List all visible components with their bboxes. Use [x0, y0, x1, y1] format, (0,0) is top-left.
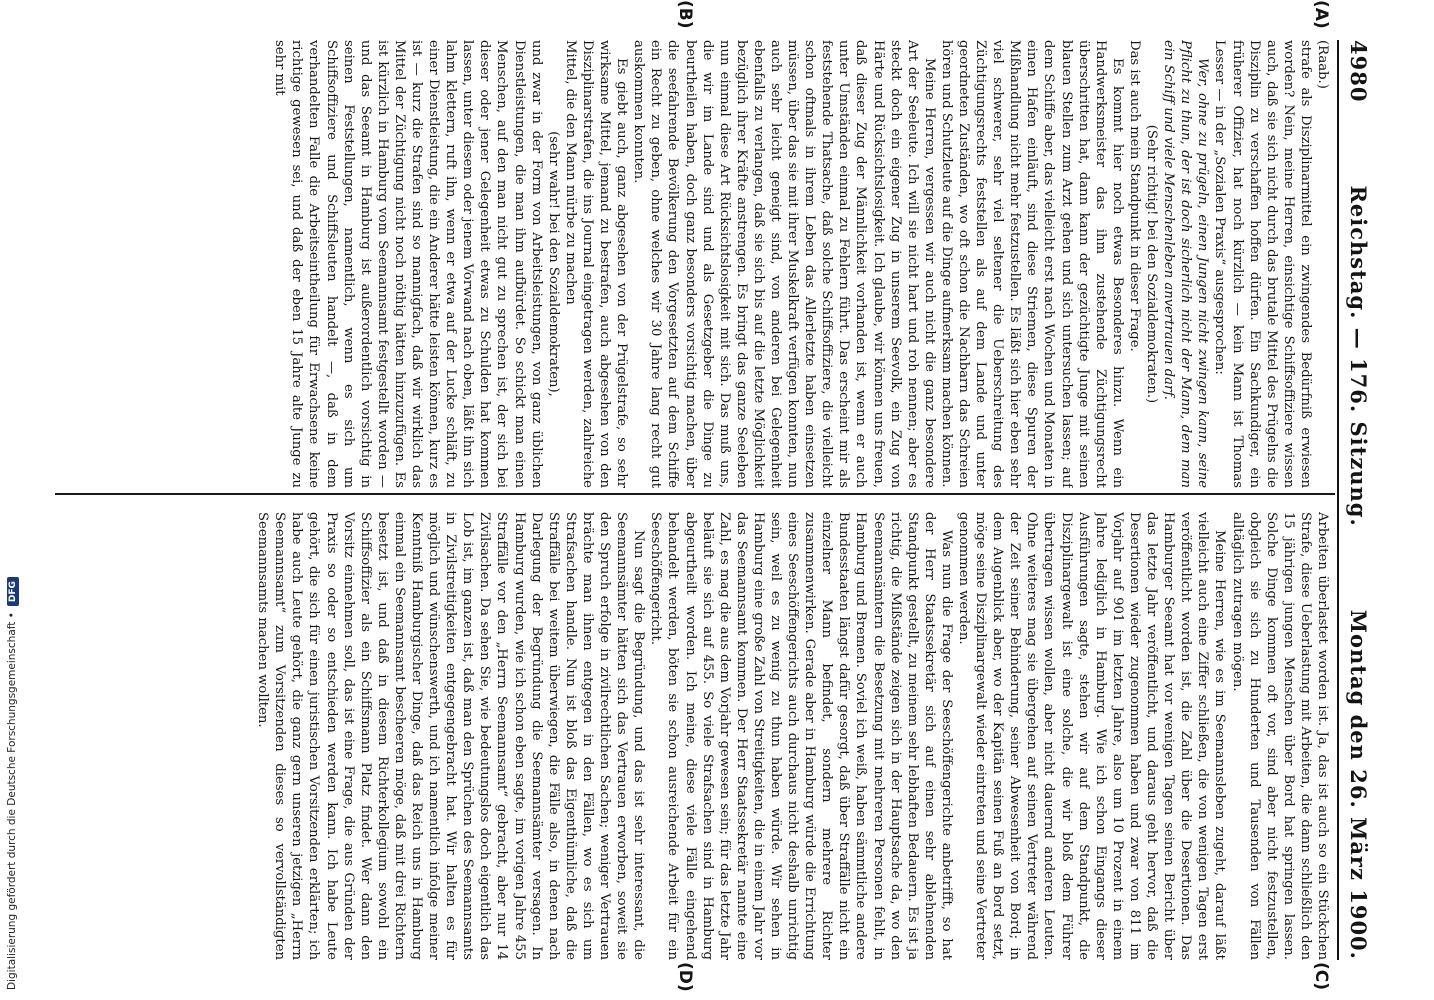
- paragraph: strafe als Disziplinarmittel ein zwingendes Bedürfniß erwiesen worden? Nein, meine Herren, einsichtige Schiffsoffiziere wissen auch, daß sie sich nicht durch das brutale Mittel des Prügelns die Disziplin zu verschaffen hoffen dürfen. Ein Sachkundiger, ein früherer Offizier, hat noch kürzlich — kein Mann ist Thomas Lesser — in der „Sozialen Praxis“ ausgesprochen:: [1212, 40, 1313, 488]
- column-divider: [55, 493, 1335, 495]
- paragraph: Es kommt hier noch etwas Besonderes hinzu. Wenn ein Handwerksmeister das ihm zustehende Züchtigungsrecht überschritten hat, dann kann der gezüchtigte Junge mit seinen blauen Stellen zum Arzt gehen und sich untersuchen lassen; auf dem Schiffe aber, das vielleicht erst nach Wochen und Monaten in einen Hafen einläuft, sind diese Striemen, diese Spuren der Mißhandlung nicht mehr festzustellen. Es läßt sich hier eben sehr viel schwerer, sehr viel seltener die Ueberschreitung des Züchtigungsrechts feststellen als auf dem Lande und unter geordneten Zuständen, wo oft schon die Nachbarn das Schreien hören und Schutzleute auf die Dinge aufmerksam machen können.: [938, 40, 1125, 488]
- margin-mark-a: (A): [1311, 0, 1331, 29]
- margin-mark-c: (C): [1311, 962, 1331, 991]
- paragraph: und zwar in der Form von Arbeitsleistungen, von ganz üblichen Dienstleistungen, die man ihm aufbürdet. So schickt man einen Menschen, auf den man nicht gut zu sprechen ist, der sich bei dieser oder jener Gelegenheit etwas zu Schulden hat kommen lassen, unter diesem oder jenem Vorwand nach oben, läßt ihn sich lahm klettern, ruft ihn, wenn er etwa auf der Lucke schläft, zu einer Dienstleistung, die ein Anderer hätte leisten können, kurz es ist — kurz die Strafen sind so mannigfach, daß wir wirklich das Mittel der Züchtigung nicht noch nöthig hätten hinzuzufügen. Es ist kürzlich in Hamburg vom Seemannsamt festgestellt worden — und das Seeamt in Hamburg ist außerordentlich vorsichtig in seinen Feststellungen, namentlich, wenn es sich um Schiffsoffiziere und Schiffsleuten handelt —, daß in dem verhandelten Falle die Arbeitseintheilung für Erwachsene keine richtige gewesen sei, und daß der eben 15 Jahre alte Junge zu sehr mit: [272, 40, 544, 488]
- paragraph: Das ist auch mein Standpunkt in dieser Frage.: [1126, 40, 1142, 352]
- right-column: [61, 512, 1331, 960]
- speaker-label: (Raab.): [1315, 40, 1330, 89]
- paragraph: Es giebt auch, ganz abgesehen von der Prügelstrafe, so sehr wirksame Mittel, jemand zu bestrafen, auch abgesehen von den Disziplinarstrafen, die ins Journal eingetragen werden, zahlreiche Mittel, die den Mann mürbe zu machen: [562, 40, 630, 488]
- interjection: (Sehr richtig! bei den Sozialdemokraten.): [1144, 124, 1160, 404]
- digitization-credit: [6, 577, 19, 990]
- dfg-logo: DFG: [7, 577, 19, 606]
- margin-mark-b: (B): [675, 0, 695, 29]
- document-page: [45, 0, 1385, 1000]
- paragraph: Was nun die Frage der Seeschöffengerichte anbetrifft, so hat der Herr Staatssekretär sich auf einen sehr ablehnenden Standpunkt gestellt, zu meinem sehr lebhaften Bedauern. Es ist ja richtig, die Mißstände zeigen sich in der Hauptsache da, wo den Seemannsämtern die Besetzung mit mehreren Personen fehlt, in Hamburg und Bremen. Soviel ich weiß, haben sämmtliche andere Bundesstaaten längst dafür gesorgt, daß über Straffälle nicht ein einzelner Mann befindet, sondern mehrere Richter zusammenwirken. Gerade aber in Hamburg würde die Errichtung eines Seeschöffengerichts auch durchaus nicht deshalb unrichtig sein, weil es zu wenig zu thun haben würde. Wir sehen in Hamburg eine große Zahl von Streitigkeiten, die in einem Jahr vor das Seemannsamt kommen. Der Herr Staatssekretär nannte eine Zahl, es mag die aus dem Vorjahr gewesen sein; für das letzte Jahr beläuft sie sich auf 455. So viele Strafsachen sind in Hamburg abgeurtheilt worden. Ich meine, diese viele Fälle eingehend behandelt werden, böten sie schon ausreichende Arbeit für ein Seeschöffengericht.: [648, 512, 954, 960]
- page-header: [1337, 40, 1379, 960]
- credit-text: Digitalisierung gefördert durch die Deutsche Forschungsgemeinschaft •: [6, 612, 18, 990]
- margin-mark-d: (D): [675, 962, 695, 992]
- session-title: Reichstag. — 176. Sitzung.: [1346, 185, 1372, 527]
- interjection: (sehr wahr! bei den Sozialdemokraten),: [545, 131, 561, 397]
- quotation: Wer, ohne zu prügeln, einen Jungen nicht zwingen kann, seine Pflicht zu thun, der ist doch sicherlich nicht der Mann, dem man ein Schiff und viele Menschenleben anvertrauen darf.: [1161, 40, 1211, 488]
- paragraph: Arbeiten überlastet worden ist. Ja, das ist auch so ein Stückchen Strafe, diese Ueberlastung mit Arbeiten, die dann schließlich den 15 jährigen jungen Menschen über Bord hat springen lassen. Solche Dinge kommen oft vor, sind aber nicht festzustellen, obgleich sie sich zu Hunderten und Tausenden von Fällen alltäglich zutragen mögen.: [1229, 512, 1330, 960]
- paragraph: Meine Herren, wie es im Seemannsleben zugeht, darauf läßt vielleicht auch eine Ziffer schließen, die von wenigen Tagen erst veröffentlicht worden ist, die Zahl über die Desertionen. Das Hamburger Seeamt hat vor wenigen Tagen seinen Bericht über das letzte Jahr veröffentlicht, und daraus geht hervor, daß die Desertionen wieder zugenommen haben und zwar von 811 im Vorjahr auf 901 im letzten Jahre, also um 10 Prozent in einem Jahre lediglich in Hamburg. Wie ich schon Eingangs dieser Ausführungen sagte, stehen wir auf dem Standpunkt, die Disziplinargewalt ist eine solche, die wir bloß dem Führer übertragen wissen wollen, aber nicht dauernd anderen Leuten. Ohne weiteres mag sie übergehen auf seinen Vertreter während der Zeit seiner Behinderung, seiner Abwesenheit von Bord; in dem Augenblick aber, wo der Kapitän seinen Fuß an Bord setzt, möge seine Disziplinargewalt wieder eintreten und seine Vertreter genommen werden.: [956, 512, 1228, 960]
- paragraph: Nun sagt die Begründung, und das ist sehr interessant, die Seemannsämter hätten sich das Vertrauen erworben, soweit sie den Spruch erfolge in zivilrechtlichen Sachen; weniger Vertrauen brächte man ihnen entgegen in den Fällen, wo es sich um Strafsachen handle. Nun ist bloß das Eigenthümliche, daß die Straffälle bei weitem überwiegen, die Fälle also, in denen nach Darlegung der Begründung die Seemannsämter versagen. In Hamburg wurden, wie ich schon eben sagte, im vorigen Jahre 455 Straffälle vor den „Herrn Seemannsamt“ gebracht, aber nur 14 Zivilsachen. Da sehen Sie, wie bedeutungslos doch eigentlich das Lob ist, im ganzen ist, daß man den Sprüchen des Seemannsamts in Zivilstreitigkeiten entgegengebracht hat. Wir halten es für möglich und wünschenswerth, und ich namentlich infolge meiner Kenntniß Hamburgischer Dinge, daß das Reich uns in Hamburg einmal ein Seemannsamt bescheeren möge, daß mit drei Richtern besetzt ist, und daß in diesem Richterkollegium sowohl ein Schiffsoffizier als ein Schiffsmann Platz findet. Wer dann den Vorsitz einnehmen soll, das ist eine Frage, die aus Gründen der Praxis so oder so entschieden werden kann. Ich habe Leute gehört, die sich für einen juristischen Vorsitzenden erklärten; ich habe auch Leute gehört, die ganz gern unseren jetzigen „Herrn Seemannsamt“ zum Vorsitzenden dieses so vervollständigten Seemannsamts machen wollten.: [255, 512, 647, 960]
- credit-sidebar: [0, 0, 44, 1000]
- left-column: [61, 40, 1331, 488]
- paragraph: Meine Herren, vergessen wir auch nicht die ganz besondere Art der Seeleute. Ich will sie nicht hart und roh nennen; aber es steckt doch ein eigener Zug in unserem Seevolk, ein Zug von Härte und Rücksichtslosigkeit. Ich glaube, wir können uns freuen, daß dieser Zug der Männlichkeit vorhanden ist, wenn er auch unter Umständen einmal zu Fehlern führt. Das erscheint mir als feststehende Thatsache, daß solche Schiffsoffiziere, die vielleicht schon oftmals in ihrem Leben das Allerletzte haben einsetzen müssen, über das sie mit ihrer Muskelkraft verfügen konnten, nun auch sehr leicht geneigt sind, von anderen bei Gelegenheit ebenfalls zu verlangen, daß sie sich bis auf die letzte Möglichkeit bezüglich ihrer Kräfte anstrengen. Es bringt das ganze Seeleben nun einmal diese Art Rücksichtslosigkeit mit sich. Das muß uns, die wir im Lande sind und als Gesetzgeber die Dinge zu beurtheilen haben, doch ganz besonders vorsichtig machen, über die seefahrende Bevölkerung den Vorgesetzten auf dem Schiffe ein Recht zu geben, ohne welches wir 30 Jahre lang recht gut auskommen konnten.: [631, 40, 937, 488]
- page-number: 4980: [1346, 40, 1372, 103]
- session-date: Montag den 26. März 1900.: [1346, 609, 1372, 960]
